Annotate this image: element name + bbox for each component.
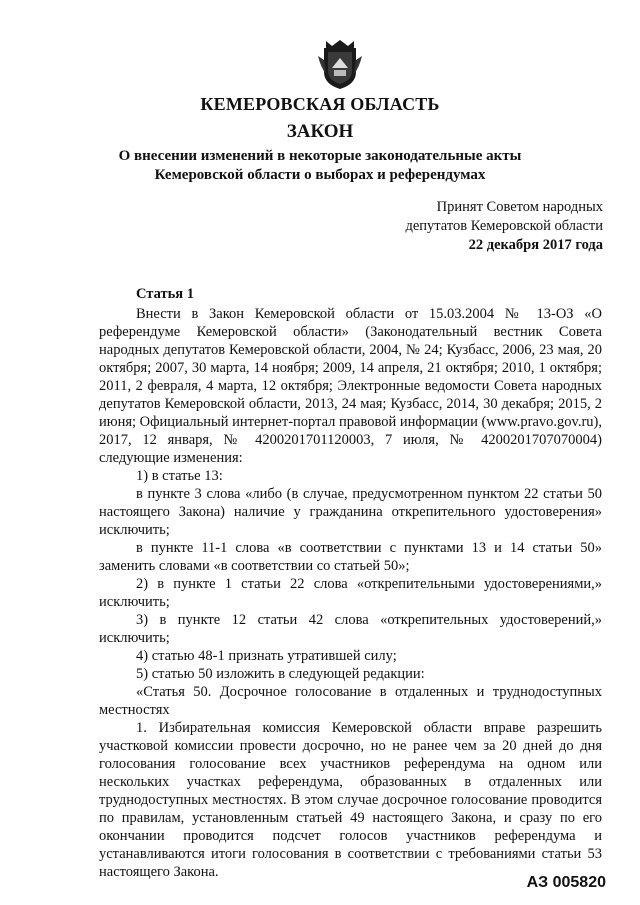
- paragraph: 4) статью 48-1 признать утратившей силу;: [136, 648, 397, 664]
- region-title: КЕМЕРОВСКАЯ ОБЛАСТЬ: [200, 94, 440, 114]
- paragraph: 1. Избирательная комиссия Кемеровской области вправе разрешить участковой комиссии провести досрочно, но не ранее чем за 20 дней до дня голосования голосование всех участников референдума на одном или нескольких участках референдума, образованных в отдаленных или труднодоступных местностях. В этом случае досрочное голосование проводится по правилам, установленным статьей 49 настоящего Закона, и сразу по его окончании проводится подсчет голосов участников референдума и устанавливаются итоги голосования в соответствии с требованиями статьи 53 настоящего Закона.: [99, 720, 602, 880]
- adoption-date: 22 декабря 2017 года: [468, 237, 603, 253]
- adoption-block: [373, 198, 603, 255]
- paragraph: в пункте 3 слова «либо (в случае, предусмотренном пунктом 22 статьи 50 настоящего Закона) наличие у гражданина открепительного удостоверения» исключить;: [99, 486, 602, 538]
- law-subject-line-1: О внесении изменений в некоторые законодательные акты: [118, 148, 522, 164]
- law-subject: [0, 147, 640, 185]
- paragraph: 1) в статье 13:: [136, 468, 223, 484]
- paragraph: 5) статью 50 изложить в следующей редакции:: [136, 666, 425, 682]
- paragraph: 3) в пункте 12 статьи 42 слова «открепительных удостоверений,» исключить;: [99, 612, 602, 646]
- article-heading: Статья 1: [136, 286, 194, 302]
- paragraph: 2) в пункте 1 статьи 22 слова «открепительными удостоверениями,» исключить;: [99, 576, 602, 610]
- article-body: [99, 285, 602, 881]
- adoption-line-1: Принят Советом народных: [436, 199, 603, 215]
- paragraph: в пункте 11-1 слова «в соответствии с пунктами 13 и 14 статьи 50» заменить словами «в соответствии со статьей 50»;: [99, 540, 602, 574]
- coat-of-arms-icon: [318, 38, 362, 90]
- paragraph: «Статья 50. Досрочное голосование в отдаленных и труднодоступных местностях: [99, 684, 602, 718]
- adoption-line-2: депутатов Кемеровской области: [405, 218, 603, 234]
- serial-number: АЗ 005820: [526, 874, 606, 891]
- document-type: ЗАКОН: [286, 121, 354, 142]
- paragraph: Внести в Закон Кемеровской области от 15.03.2004 № 13-ОЗ «О референдуме Кемеровской области» (Законодательный вестник Совета народных депутатов Кемеровской области, 2004, № 24; Кузбасс, 2006, 23 мая, 20 октября; 2007, 30 марта, 14 ноября; 2009, 14 апреля, 21 октября; 2010, 1 октября; 2011, 2 февраля, 4 марта, 12 октября; Электронные ведомости Совета народных депутатов Кемеровской области, 2013, 24 мая; Кузбасс, 2014, 30 декабря; 2015, 2 июня; Официальный интернет-портал правовой информации (www.pravo.gov.ru), 2017, 12 января, № 4200201701120003, 7 июля, № 4200201707070004) следующие изменения:: [99, 306, 602, 466]
- law-subject-line-2: Кемеровской области о выборах и референдумах: [154, 167, 486, 183]
